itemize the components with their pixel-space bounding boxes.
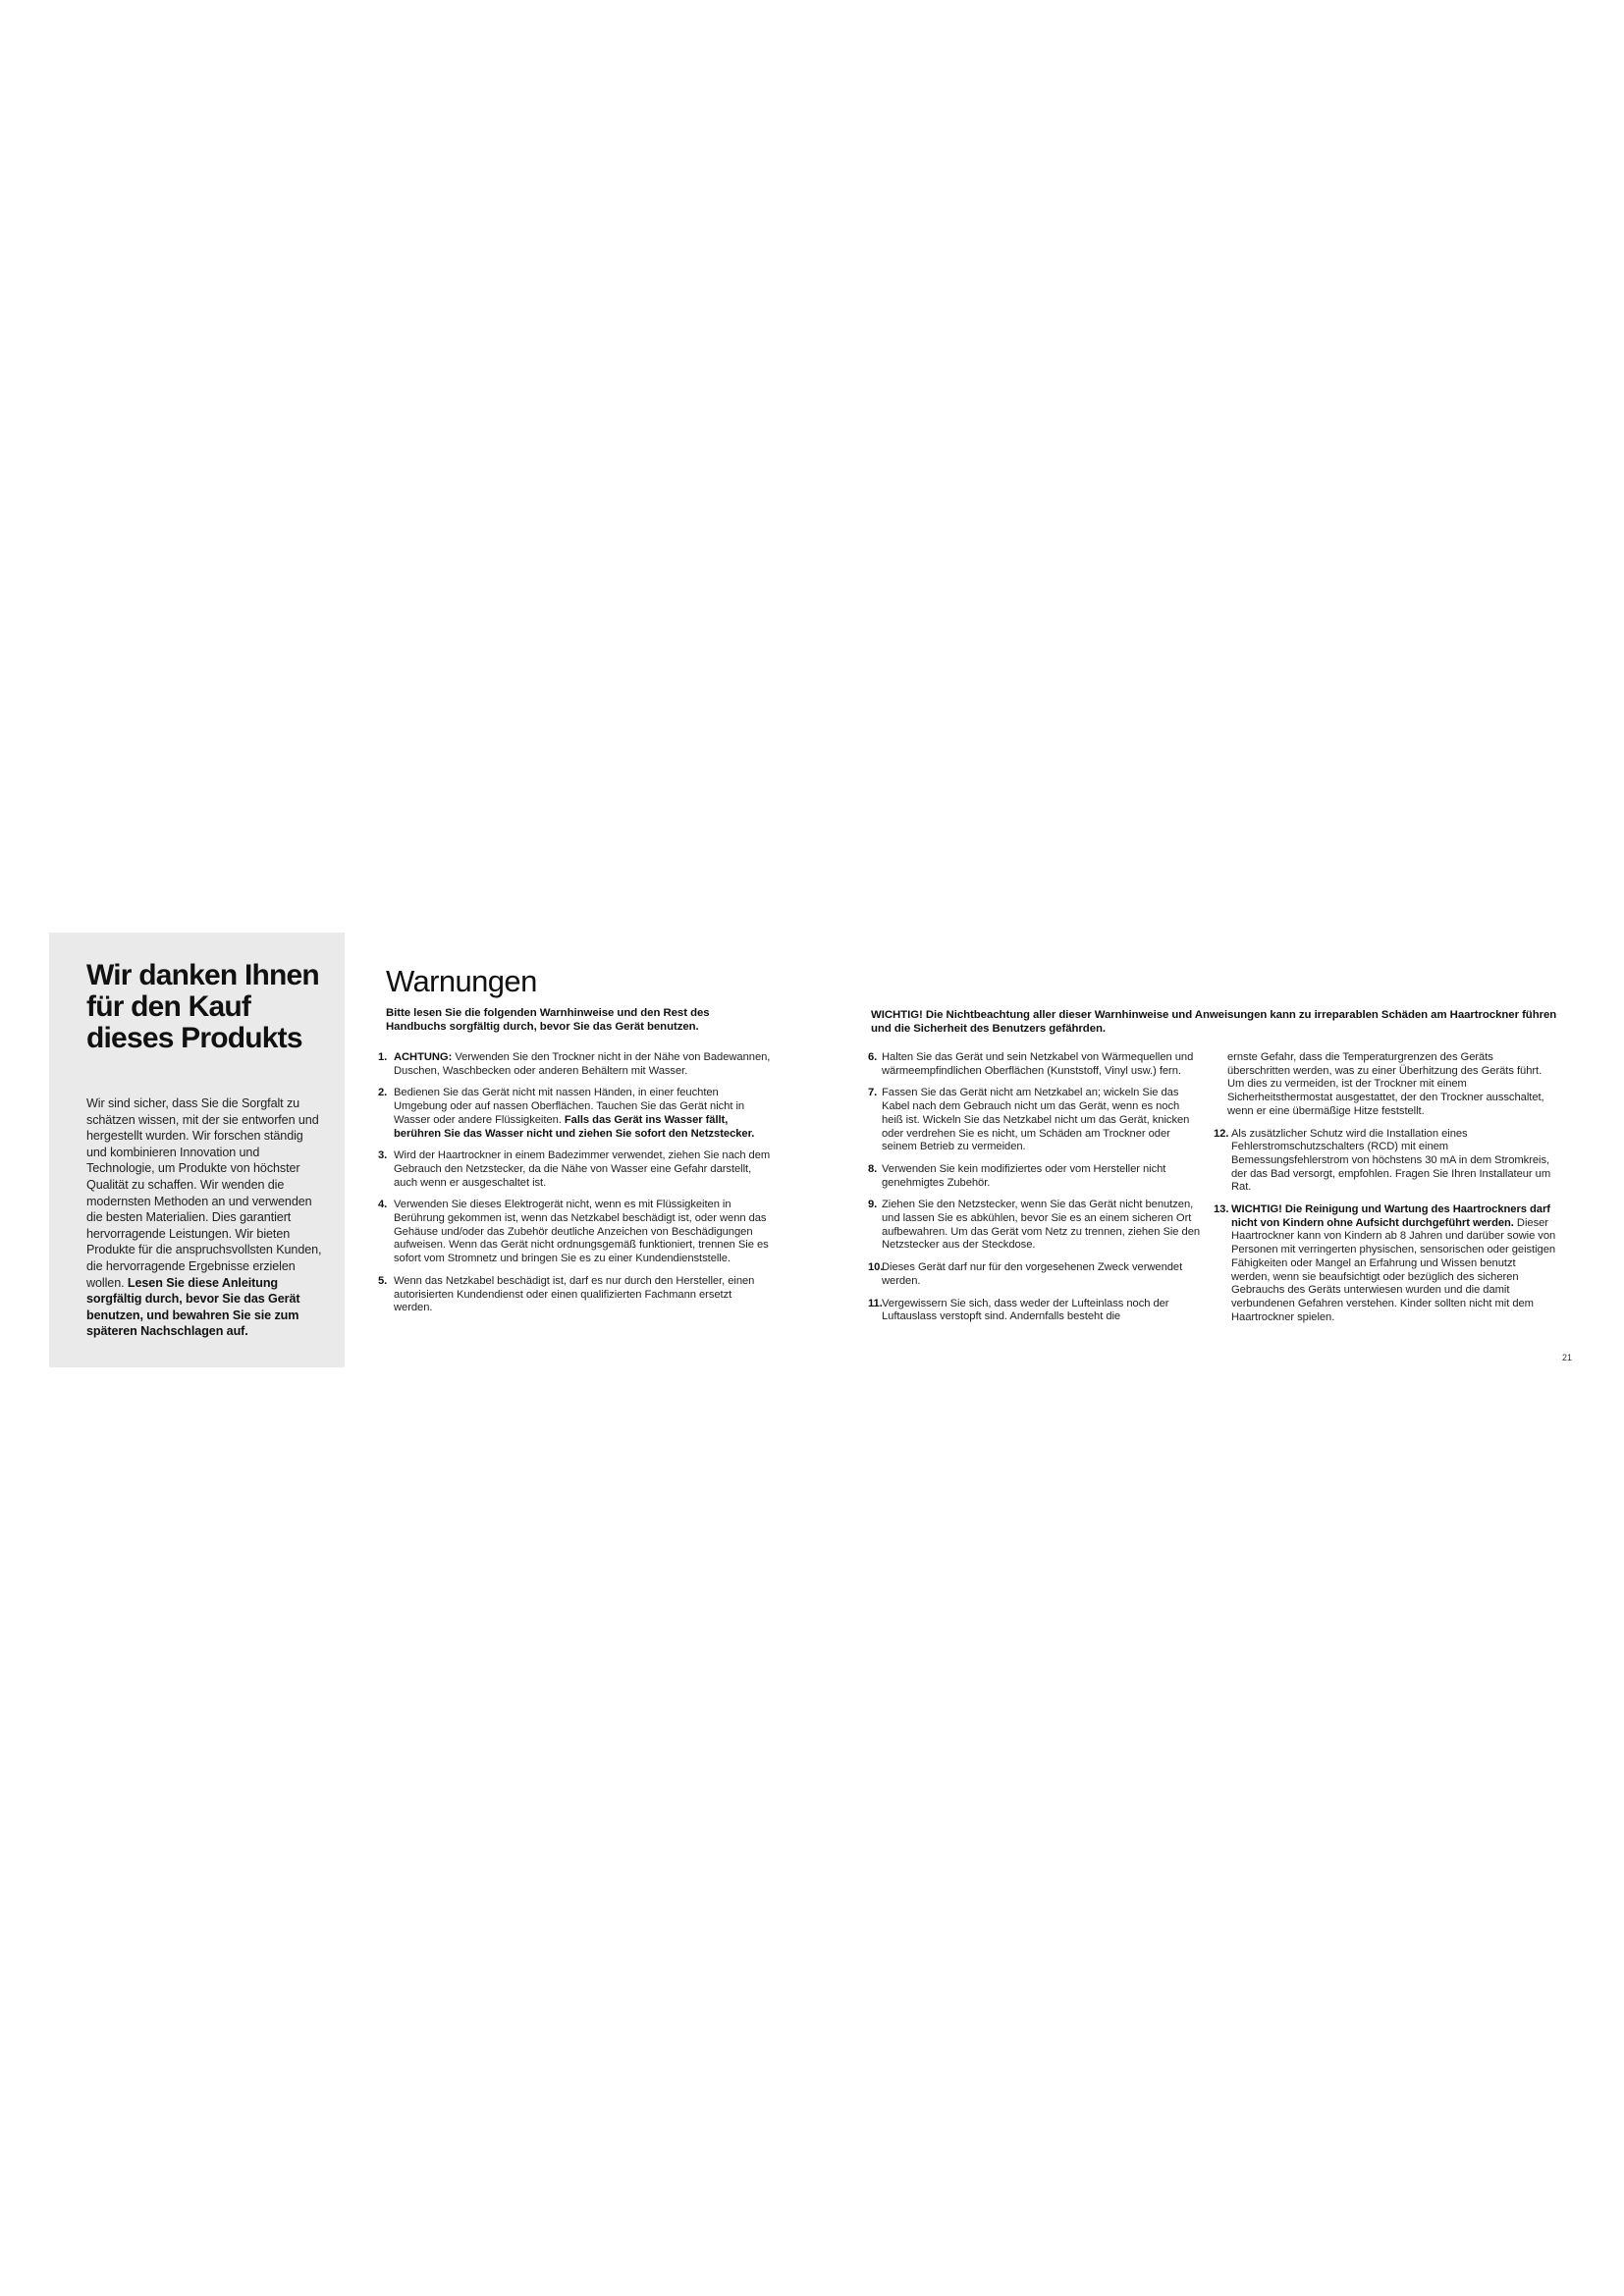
warning-item xyxy=(378,1087,771,1141)
warning-item xyxy=(1214,1128,1557,1196)
warnings-lead-left: Bitte lesen Sie die folgenden Warnhinweise und den Rest des Handbuchs sorgfältig durch, bevor Sie das Gerät benutzen. xyxy=(386,1007,710,1033)
warning-item-continuation xyxy=(1214,1051,1557,1119)
warning-text: Verwenden Sie den Trockner nicht in der Nähe von Badewannen, Duschen, Waschbecken oder anderen Behältern mit Wasser. xyxy=(394,1051,771,1077)
intro-body-text: Wir sind sicher, dass Sie die Sorgfalt zu schätzen wissen, mit der sie entworfen und hergestellt wurden. Wir forschen ständig und kombinieren Innovation und Technologie, um Produkte von höchster Qualität zu schaffen. Wir wenden die modernsten Methoden an und verwenden die besten Materialien. Dies garantiert hervorragende Leistungen. Wir bieten Produkte für die anspruchsvollsten Kunden, die hervorragende Ergebnisse erzielen wollen. xyxy=(86,1096,322,1290)
warnings-column-2 xyxy=(868,1051,1202,1333)
warning-text: Vergewissern Sie sich, dass weder der Lufteinlass noch der Luftauslass verstopft sind. Andernfalls besteht die xyxy=(882,1297,1169,1323)
warnings-title: Warnungen xyxy=(386,964,537,998)
warning-text: Wenn das Netzkabel beschädigt ist, darf es nur durch den Hersteller, einen autorisierten Kundendienst oder einen qualifizierten Fachmann ersetzt werden. xyxy=(394,1274,755,1314)
intro-title xyxy=(86,960,323,1054)
warning-number: 10. xyxy=(868,1261,884,1274)
warning-text: Verwenden Sie dieses Elektrogerät nicht, wenn es mit Flüssigkeiten in Berührung gekommen ist, wenn das Netzkabel beschädigt ist, oder wenn das Gehäuse und/oder das Zubehör deutliche Anzeichen von Beschädigungen aufweisen. Wenn das Gerät nicht ordnungsgemäß funktioniert, trennen Sie es sofort vom Stromnetz und bringen Sie es zu einer Kundendienststelle. xyxy=(394,1199,769,1265)
warning-text: Bedienen Sie das Gerät nicht mit nassen Händen, in einer feuchten Umgebung oder auf nassen Oberflächen. Tauchen Sie das Gerät nicht in Wasser oder andere Flüssigkeiten. xyxy=(394,1087,745,1126)
intro-title-line: Wir danken Ihnen xyxy=(86,959,319,991)
warning-number: 11. xyxy=(868,1297,883,1309)
warning-number: 13. xyxy=(1214,1203,1229,1216)
warnings-column-3 xyxy=(1214,1051,1557,1333)
warning-text: ernste Gefahr, dass die Temperaturgrenzen des Geräts überschritten werden, was zu einer Überhitzung des Geräts führt. Um dies zu vermeiden, ist der Trockner mit einem Sicherheitsthermostat ausgestattet, der den Trockner ausschaltet, wenn er eine übermäßige Hitze feststellt. xyxy=(1227,1051,1544,1117)
intro-panel xyxy=(49,933,345,1367)
warning-item xyxy=(378,1149,771,1190)
warning-bold-prefix: ACHTUNG: xyxy=(394,1051,453,1063)
warning-number: 7. xyxy=(868,1087,878,1099)
warning-text: Fassen Sie das Gerät nicht am Netzkabel an; wickeln Sie das Kabel nach dem Gebrauch nicht um das Gerät, wenn es noch heiß ist. Wickeln Sie das Netzkabel nicht um das Gerät, knicken oder verdrehen Sie es nicht, um Schäden am Trockner oder seinem Betrieb zu vermeiden. xyxy=(882,1087,1190,1153)
warning-item xyxy=(1214,1203,1557,1324)
warning-text: Dieser Haartrockner kann von Kindern ab 8 Jahren und darüber sowie von Personen mit verringerten physischen, sensorischen oder geistigen Fähigkeiten oder Mangel an Erfahrung und Wissen benutzt werden, wenn sie beaufsichtigt oder bezüglich des sicheren Gebrauchs des Geräts unterwiesen wurden und die damit verbundenen Gefahren verstehen. Kinder sollten nicht mit dem Haartrockner spielen. xyxy=(1231,1216,1556,1323)
intro-body xyxy=(86,1095,323,1340)
warning-text: Als zusätzlicher Schutz wird die Installation eines Fehlerstromschutzschalters (RCD) mit einem Bemessungsfehlerstrom von höchstens 30 mA in dem Stromkreis, der das Bad versorgt, empfohlen. Fragen Sie Ihren Installateur um Rat. xyxy=(1231,1127,1551,1194)
warning-item xyxy=(868,1051,1202,1078)
warning-item xyxy=(378,1199,771,1266)
warning-number: 1. xyxy=(378,1051,388,1063)
warning-number: 2. xyxy=(378,1087,388,1099)
warning-bold-prefix: WICHTIG! Die Reinigung und Wartung des Haartrockners darf nicht von Kindern ohne Aufsicht durchgeführt werden. xyxy=(1231,1203,1550,1229)
warnings-lead-right: WICHTIG! Die Nichtbeachtung aller dieser Warnhinweise und Anweisungen kann zu irreparablen Schäden am Haartrockner führen und die Sicherheit des Benutzers gefährden. xyxy=(871,1009,1557,1035)
warning-item xyxy=(868,1163,1202,1190)
warning-text: Ziehen Sie den Netzstecker, wenn Sie das Gerät nicht benutzen, und lassen Sie es abkühlen, bevor Sie es an einem sicheren Ort aufbewahren. Um das Gerät vom Netz zu trennen, ziehen Sie den Netzstecker aus der Steckdose. xyxy=(882,1199,1201,1252)
warning-item xyxy=(378,1275,771,1315)
intro-body-bold: Lesen Sie diese Anleitung sorgfältig durch, bevor Sie das Gerät benutzen, und bewahren Sie sie zum späteren Nachschlagen auf. xyxy=(86,1275,300,1339)
page-number: 21 xyxy=(1562,1353,1573,1362)
warning-number: 3. xyxy=(378,1149,388,1162)
warning-item xyxy=(868,1261,1202,1288)
warning-number: 9. xyxy=(868,1199,878,1211)
warning-number: 12. xyxy=(1214,1127,1229,1140)
warning-item xyxy=(868,1298,1202,1324)
warning-number: 4. xyxy=(378,1199,388,1211)
warning-item xyxy=(868,1087,1202,1154)
warning-bold-suffix: Falls das Gerät ins Wasser fällt, berühren Sie das Wasser nicht und ziehen Sie sofort den Netzstecker. xyxy=(394,1113,755,1140)
warning-number: 5. xyxy=(378,1274,388,1287)
warning-item xyxy=(378,1051,771,1078)
warning-number: 6. xyxy=(868,1051,878,1063)
warnings-column-1 xyxy=(378,1051,771,1324)
intro-title-line: dieses Produkts xyxy=(86,1022,302,1054)
warning-number: 8. xyxy=(868,1162,878,1175)
warning-item xyxy=(868,1199,1202,1253)
warning-text: Verwenden Sie kein modifiziertes oder vom Hersteller nicht genehmigtes Zubehör. xyxy=(882,1162,1166,1189)
warning-text: Wird der Haartrockner in einem Badezimmer verwendet, ziehen Sie nach dem Gebrauch den Netzstecker, da die Nähe von Wasser eine Gefahr darstellt, auch wenn er ausgeschaltet ist. xyxy=(394,1149,771,1189)
warning-text: Dieses Gerät darf nur für den vorgesehenen Zweck verwendet werden. xyxy=(882,1261,1183,1287)
intro-title-line: für den Kauf xyxy=(86,990,251,1023)
warning-text: Halten Sie das Gerät und sein Netzkabel von Wärmequellen und wärmeempfindlichen Oberflächen (Kunststoff, Vinyl usw.) fern. xyxy=(882,1051,1194,1077)
